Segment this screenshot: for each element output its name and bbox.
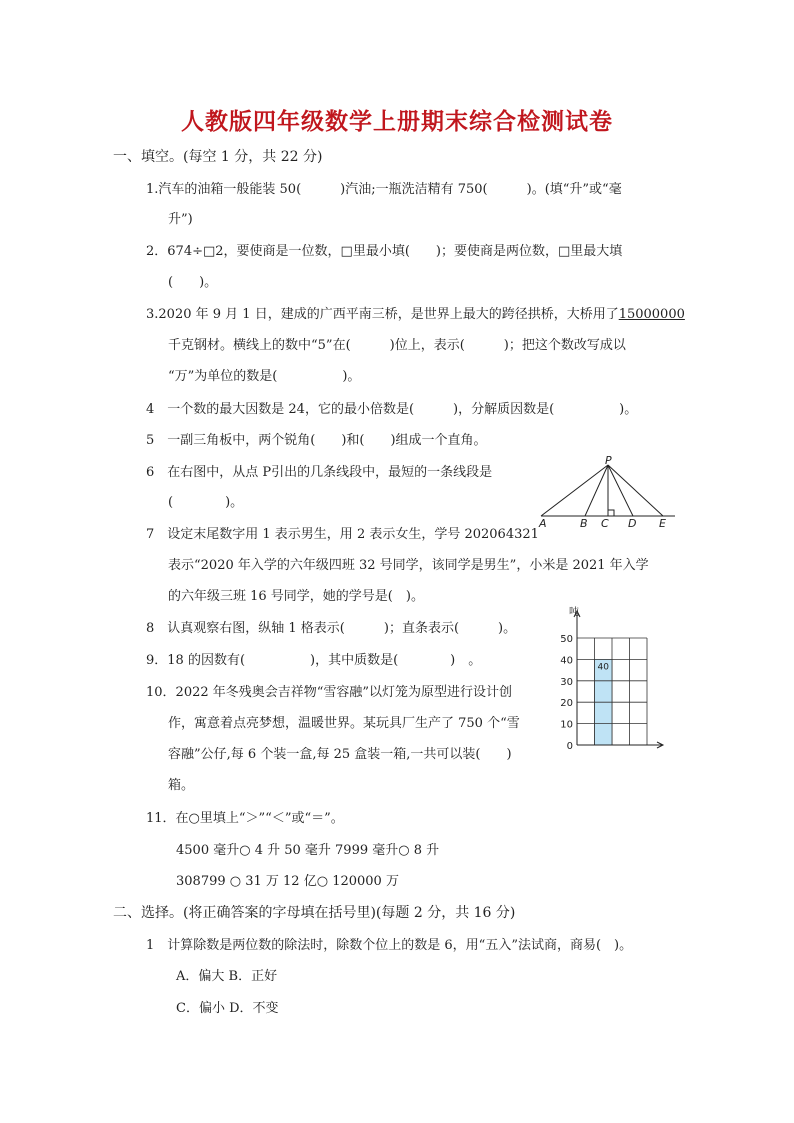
q11-line2: 4500 毫升○ 4 升 50 毫升 7999 毫升○ 8 升 [176, 843, 440, 858]
q11-line1: 11．在○里填上“＞”“＜”或“＝”。 [146, 811, 344, 826]
q3-line1 [146, 303, 685, 322]
q1-line2: 升”) [168, 212, 193, 227]
q4-line1: 4 一个数的最大因数是 24，它的最小倍数是( )，分解质因数是( )。 [146, 402, 638, 417]
y-tick-label: 0 [566, 741, 573, 752]
q3-text: 3.2020 年 9 月 1 日，建成的广西平南三桥，是世界上最大的跨径拱桥，大桥用了 [146, 307, 619, 322]
right-angle-mark [608, 510, 614, 516]
segment-pb [585, 465, 608, 516]
q3-line3: “万”为单位的数是( )。 [168, 369, 361, 384]
q2-line2: ( )。 [168, 275, 218, 290]
bar-chart [553, 605, 673, 757]
q5-line1: 5 一副三角板中，两个锐角( )和( )组成一个直角。 [146, 433, 487, 448]
y-tick-label: 20 [560, 698, 573, 710]
q10-line4: 箱。 [168, 778, 195, 793]
point-label-c: C [601, 517, 609, 530]
s2-q1-line1: 1 计算除数是两位数的除法时，除数个位上的数是 6，用“五入”法试商，商易( )。 [146, 938, 633, 953]
y-tick-label: 50 [560, 634, 573, 645]
point-label-b: B [580, 517, 588, 530]
q10-line2: 作，寓意着点亮梦想，温暖世界。某玩具厂生产了 750 个“雪 [168, 716, 520, 731]
q3-line2: 千克钢材。横线上的数中“5”在( )位上，表示( )；把这个数改写成以 [168, 338, 626, 353]
q6-line1: 6 在右图中，从点 P引出的几条线段中，最短的一条线段是 [146, 465, 493, 480]
y-tick-label: 40 [560, 655, 573, 667]
q7-line1: 7 设定末尾数字用 1 表示男生，用 2 表示女生，学号 202064321 [146, 527, 539, 542]
q10-line3: 容融”公仔,每 6 个装一盒,每 25 盒装一箱,一共可以装( ) [168, 747, 512, 762]
y-tick-label: 10 [560, 719, 573, 731]
segment-pe [608, 465, 663, 516]
segment-pa [541, 465, 608, 516]
q9-line1: 9．18 的因数有( )，其中质数是( ) 。 [146, 653, 482, 668]
point-label-e: E [659, 517, 666, 530]
q2-line1: 2．674÷□2，要使商是一位数，□里最小填( )；要使商是两位数，□里最大填 [146, 244, 623, 259]
q3-underlined-number: 15000000 [618, 307, 685, 322]
geometry-figure [535, 455, 680, 530]
point-label-p: P [605, 455, 612, 467]
y-unit-label: 吨 [569, 607, 579, 618]
point-label-d: D [628, 517, 637, 530]
point-label-a: A [539, 517, 547, 530]
q11-line3: 308799 ○ 31 万 12 亿○ 120000 万 [176, 874, 399, 889]
q1-line1: 1.汽车的油箱一般能装 50( )汽油;一瓶洗洁精有 750( )。(填“升”或“毫 [146, 182, 622, 197]
s2-q1-options-cd: C．偏小 D．不变 [176, 1001, 279, 1016]
q7-line2: 表示“2020 年入学的六年级四班 32 号同学，该同学是男生”，小米是 2021 年入学 [168, 558, 649, 573]
section1-heading: 一、填空。(每空 1 分，共 22 分) [113, 149, 323, 165]
page-title: 人教版四年级数学上册期末综合检测试卷 [181, 108, 613, 135]
bar-data-label: 40 [597, 662, 609, 673]
section2-heading: 二、选择。(将正确答案的字母填在括号里)(每题 2 分，共 16 分) [113, 905, 516, 921]
q8-line1: 8 认真观察右图，纵轴 1 格表示( )；直条表示( )。 [146, 621, 517, 636]
q7-line3: 的六年级三班 16 号同学，她的学号是( )。 [168, 589, 424, 604]
segment-pd [608, 465, 633, 516]
q6-line2: ( )。 [168, 495, 244, 510]
s2-q1-options-ab: A．偏大 B．正好 [176, 969, 278, 984]
q10-line1: 10．2022 年冬残奥会吉祥物“雪容融”以灯笼为原型进行设计创 [146, 685, 513, 700]
y-tick-label: 30 [560, 676, 573, 688]
